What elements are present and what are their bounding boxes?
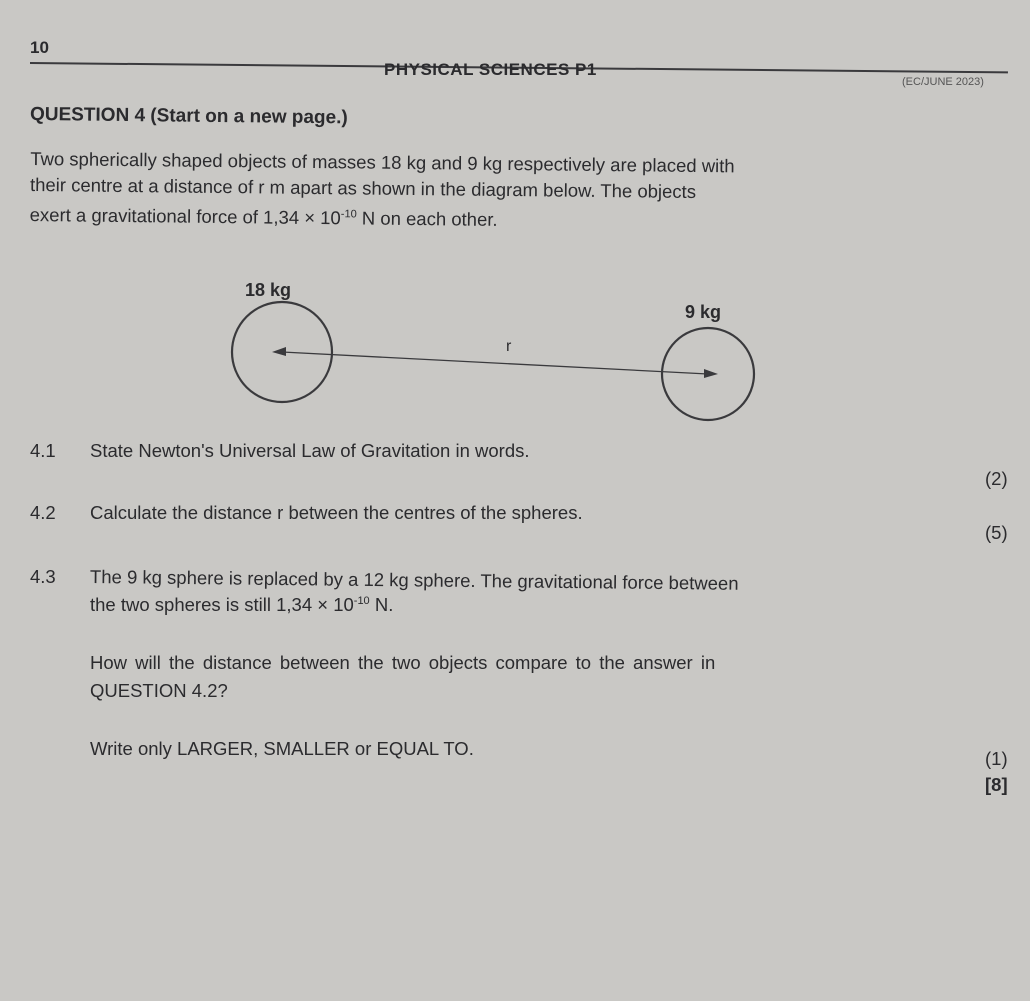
question-4-3-number: 4.3 bbox=[30, 566, 56, 587]
question-4-3-marks: (1) bbox=[985, 748, 1008, 769]
question-4-2-number: 4.2 bbox=[30, 502, 56, 523]
question-title: QUESTION 4 (Start on a new page.) bbox=[29, 104, 348, 129]
exam-code: (EC/JUNE 2023) bbox=[902, 76, 984, 88]
force-text: exert a gravitational force of 1,34 × 10 bbox=[29, 203, 341, 229]
distance-label: r bbox=[506, 338, 512, 355]
question-4-3-line: The 9 kg sphere is replaced by a 12 kg sphere. The gravitational force between bbox=[89, 566, 739, 594]
force-unit-text: N on each other. bbox=[356, 207, 498, 230]
distance-line bbox=[282, 352, 708, 374]
question-intro bbox=[30, 146, 961, 238]
force-unit-text: N. bbox=[369, 594, 394, 615]
force-text: the two spheres is still 1,34 × 10 bbox=[90, 594, 354, 615]
question-4-3-line: QUESTION 4.2? bbox=[90, 680, 228, 701]
question-4-3-line: How will the distance between the two objects compare to the answer in bbox=[90, 652, 716, 673]
question-4-1-marks: (2) bbox=[985, 468, 1008, 489]
question-4-1-text: State Newton's Universal Law of Gravitation in words. bbox=[90, 440, 530, 461]
force-exponent: -10 bbox=[340, 208, 357, 221]
question-4-3-line bbox=[90, 594, 393, 616]
force-arrow-left bbox=[272, 347, 286, 356]
question-4-3-instruction: Write only LARGER, SMALLER or EQUAL TO. bbox=[90, 738, 474, 759]
total-marks: [8] bbox=[985, 774, 1008, 795]
mass-label-right: 9 kg bbox=[685, 302, 722, 322]
spheres-diagram bbox=[220, 270, 780, 430]
page-number: 10 bbox=[30, 38, 49, 57]
intro-line: their centre at a distance of r m apart as shown in the diagram below. The objects bbox=[29, 174, 697, 202]
intro-line: Two spherically shaped objects of masses 18 kg and 9 kg respectively are placed with bbox=[30, 148, 735, 177]
force-exponent: -10 bbox=[353, 595, 370, 607]
question-4-1-number: 4.1 bbox=[30, 440, 56, 461]
force-arrow-right bbox=[704, 369, 718, 378]
mass-label-left: 18 kg bbox=[245, 280, 292, 300]
subject-title: PHYSICAL SCIENCES P1 bbox=[384, 60, 597, 79]
question-4-2-marks: (5) bbox=[985, 522, 1008, 543]
question-4-2-text: Calculate the distance r between the centres of the spheres. bbox=[90, 502, 583, 523]
